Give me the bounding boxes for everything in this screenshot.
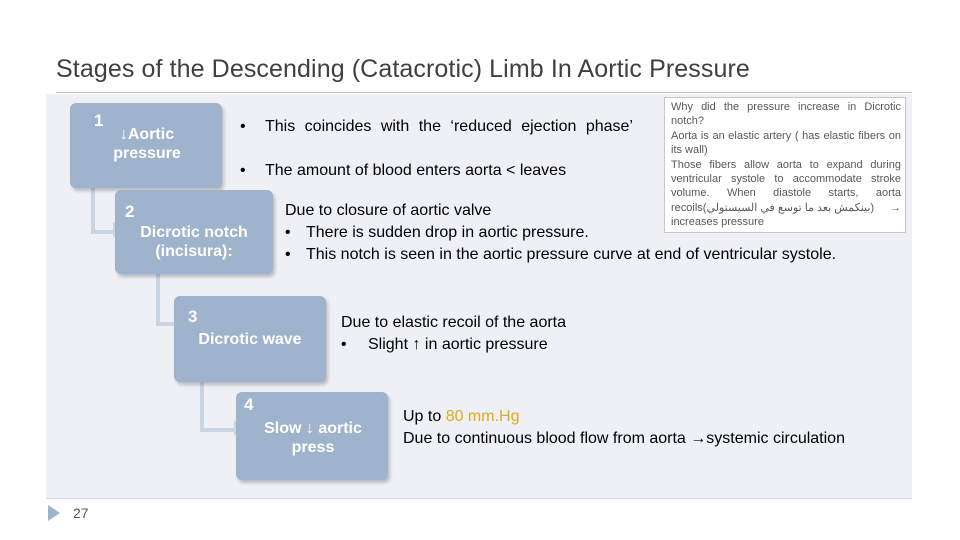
title-divider [56,92,912,93]
stage-1-point: The amount of blood enters aorta < leaves [265,162,567,179]
stage-label: ↓Aortic pressure [113,126,181,162]
bullet: • [240,118,246,135]
stage-4-line-1: Up to 80 mm.Hg [403,408,520,425]
slide-number: 27 [73,505,89,521]
stage-1-point: This coincides with the ‘reduced ejection phase’ [265,118,633,135]
stage-2-heading: Due to closure of aortic valve [285,202,492,219]
connector-2-3 [156,272,176,326]
stage-number: 1 [94,111,104,130]
connector-3-4 [200,380,238,432]
stage-3-point: Slight ↑ in aortic pressure [368,336,548,353]
stage-3-heading: Due to elastic recoil of the aorta [341,314,567,331]
note-line: increases pressure [671,216,764,229]
pressure-value: 80 mm.Hg [445,408,520,425]
bullet: • [240,162,246,179]
bullet: • [285,246,291,263]
bullet: • [341,336,347,353]
stage-number: 2 [125,202,135,221]
stage-label: Dicrotic wave [198,331,302,348]
slide-marker-icon [48,505,60,521]
stage-3-box [174,296,326,382]
stage-4-line-2: Due to continuous blood flow from aorta →systemic circulation [403,430,845,447]
stage-2-point: This notch is seen in the aortic pressure curve at end of ventricular systole. [306,246,837,263]
note-question: Why did the pressure increase in Dicrotic notch? [671,101,901,128]
connector-1-2 [91,186,115,234]
stage-4-box [236,392,388,480]
slide-title: Stages of the Descending (Catacrotic) Limb In Aortic Pressure [56,55,750,83]
note-line: Aorta is an elastic artery ( has elastic fibers on its wall) [671,129,901,157]
arrow-icon: → [890,201,901,214]
stage-label: Dicrotic notch (incisura): [140,224,248,260]
stage-2-box [115,190,273,274]
stage-number: 4 [244,395,254,414]
bottom-divider [46,498,912,499]
stage-1-box [70,103,222,188]
note-line: Those fibers allow aorta to expand during ventricular systole to accommodate stroke volume. When diastole starts, aorta recoils(بينكمش بعد ما توسع في السيستولي) → [671,158,901,214]
stage-label: Slow ↓ aortic press [264,420,362,456]
bullet: • [285,224,291,241]
stage-2-point: There is sudden drop in aortic pressure. [306,224,589,241]
stage-number: 3 [188,307,198,326]
note-box [664,97,906,233]
